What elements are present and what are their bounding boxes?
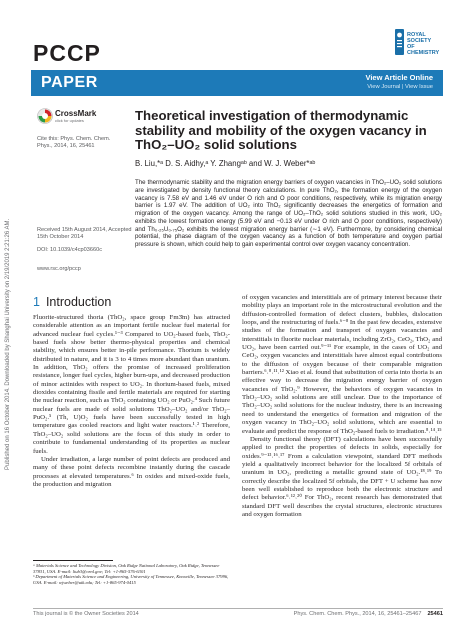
- body-column-right: [242, 294, 442, 519]
- journal-site-link[interactable]: www.rsc.org/pccp: [37, 266, 81, 272]
- section-number: 1: [33, 295, 40, 309]
- section-heading: [33, 295, 111, 309]
- journal-citation: Phys. Chem. Chem. Phys., 2014, 16, 25461–25467: [293, 611, 422, 617]
- paragraph: Density functional theory (DFT) calculations have been successfully applied to predict the properties of defects in solids, especially for oxides.⁹⁻¹³˒¹⁶˒¹⁷ From a calculation viewpoint, standard DFT methods yield a qualitatively incorrect behavior for the localized 5f orbitals of uranium in UO₂, predicting a metallic ground state of UO₂.¹⁸˒¹⁹ To correctly describe the localized 5f orbitals, the DFT + U scheme has now been well established to reproduce both the electronic structure and defect behavior.⁶˒¹²˒²⁰ For ThO₂, recent research has demonstrated that standard DFT well describes the crystal structures, electronic structures and oxygen formation: [242, 435, 442, 518]
- view-journal-links[interactable]: View Journal | View Issue: [367, 84, 433, 90]
- journal-reference: [294, 611, 443, 617]
- paragraph: of oxygen vacancies and interstitials are of primary interest because their mobility plays an important role in the microstructural evolution and the diffusion-controlled formation of defect clusters, bubbles, dislocation loops, and the restructuring of fuels.⁶⁻⁸ In the past few decades, extensive studies of the formation and transport of oxygen vacancies and interstitials in fluorite nuclear materials, including ZrO₂, CeO₂, ThO₂ and UO₂, have been carried out.⁹⁻¹¹ For example, in the cases of UO₂ and CeO₂, oxygen vacancies and interstitials have almost equal contributions to the diffusion of oxygen because of their comparable migration barriers.⁶˒⁸˒¹¹˒¹² Xiao et al. found that substitution of ceria into thoria is an effective way to decrease the migration energy barrier of oxygen vacancies of ThO₂.⁹ However, the behaviors of oxygen vacancies in ThO₂–UO₂ solid solutions are still unclear. Due to the importance of ThO₂–UO₂ solid solutions for the nuclear industry, there is an increasing need to understand the energetics of formation and migration of the oxygen vacancy in ThO₂–UO₂ solid solutions, which are essential to evaluate and predict the response of ThO₂-based fuels to irradiation.⁸˒¹⁴˒¹⁵: [242, 294, 442, 435]
- crossmark-sub: click for updates: [55, 118, 84, 123]
- footnote-rule: [33, 560, 113, 561]
- paragraph: Fluorite-structured thoria (ThO₂, space group Fm3̄m) has attracted considerable attention as an important fertile nuclear fuel material for advanced nuclear fuel cycles.¹⁻³ Compared to UO₂-based fuels, ThO₂-based fuels show better thermo-physical properties and chemical stability, which ensures better in-pile performance. Thorium is widely distributed in nature, and it is 3 to 4 times more abundant than uranium. In addition, ThO₂ offers the promise of increased proliferation resistance, longer fuel cycles, higher burn-ups, and decreased production of minor actinides with respect to UO₂. In thorium-based fuels, mixed dioxides containing fissile and fertile materials are required for starting the nuclear reaction, such as ThO₂ containing UO₂ or PuO₂.⁴ Such future nuclear fuels are made of solid solutions ThO₂–UO₂ and/or ThO₂–PuO₂.⁵ (Th, U)O₂ fuels have been successfully tested in high temperature gas cooled reactors and light water reactors.¹˒² Therefore, ThO₂–UO₂ solid solutions are the focus of this study in order to contribute to fundamental understanding of its properties as nuclear fuels.: [33, 314, 230, 455]
- citation: Cite this: Phys. Chem. Chem. Phys., 2014, 16, 25461: [37, 136, 111, 150]
- received-dates: Received 15th August 2014, Accepted 15th October 2014: [37, 227, 132, 241]
- copyright-line: This journal is © the Owner Societies 2014: [33, 611, 139, 617]
- doi-link[interactable]: DOI: 10.1039/c4cp03660c: [37, 247, 102, 253]
- paragraph: Under irradiation, a large number of point defects are produced and many of these point defects recombine instantly during the cascade processes at elevated temperatures.⁶ In oxides and mixed-oxide fuels, the production and migration: [33, 455, 230, 488]
- download-watermark: Published on 16 October 2014. Downloaded by Shanghai University on 2/19/2019 2:21:26 AM.: [5, 218, 11, 470]
- footer-rule: [33, 608, 443, 609]
- crossmark-badge[interactable]: [37, 108, 101, 124]
- crossmark-label: CrossMark: [55, 109, 97, 118]
- footnote: ᵃ Materials Science and Technology Division, Oak Ridge National Laboratory, Oak Ridge, Tennessee 37831, USA. E-mail: liub3@ornl.gov; Tel: +1-865-576-6301: [33, 563, 220, 574]
- section-title: Introduction: [45, 295, 112, 309]
- society-name: ROYAL SOCIETY OF CHEMISTRY: [407, 32, 440, 56]
- rsc-logo[interactable]: [394, 27, 442, 57]
- journal-name: PCCP: [33, 40, 101, 66]
- page-number: 25461: [427, 611, 443, 617]
- view-online-link[interactable]: View Article Online: [365, 73, 433, 82]
- paper-band: [31, 70, 443, 96]
- paper-label: PAPER: [41, 74, 98, 91]
- author-list: B. Liu,*ᵃ D. S. Aidhy,ᵃ Y. Zhangᵃᵇ and W. J. Weber*ᵃᵇ: [135, 159, 316, 168]
- footnote: ᵇ Department of Materials Science and Engineering, University of Tennessee, Knoxville, Tennessee 37996, USA. E-mail: wjweber@utk.edu; Tel: +1-865-974-0415: [33, 574, 229, 585]
- article-title: Theoretical investigation of thermodynamic stability and mobility of the oxygen vacancy in ThO₂–UO₂ solid solutions: [135, 108, 427, 152]
- affiliation-footnotes: [33, 563, 233, 585]
- rsc-crest-icon: [394, 27, 405, 57]
- body-column-left: [33, 314, 230, 489]
- abstract: The thermodynamic stability and the migration energy barriers of oxygen vacancies in ThO₂–UO₂ solid solutions are investigated by density functional theory calculations. In pure ThO₂, the formation energy of the oxygen vacancy is 7.58 eV and 1.46 eV under O rich and O poor conditions, respectively, while its migration energy barrier is 1.97 eV. The addition of UO₂ into ThO₂ significantly decreases the energetics of formation and migration of the oxygen vacancy. Among the range of UO₂–ThO₂ solid solutions studied in this work, UO₂ exhibits the lowest formation energy (5.99 eV and −0.13 eV under O rich and O poor conditions, respectively) and Th₀.₂₅U₀.₇₅O₂ exhibits the lowest migration energy barrier (∼1 eV). Furthermore, by considering chemical potential, the phase diagram of the oxygen vacancy as a function of both temperature and oxygen partial pressure is shown, which could help to gain experimental control over oxygen vacancy concentration.: [135, 179, 442, 248]
- crossmark-icon: [37, 108, 53, 124]
